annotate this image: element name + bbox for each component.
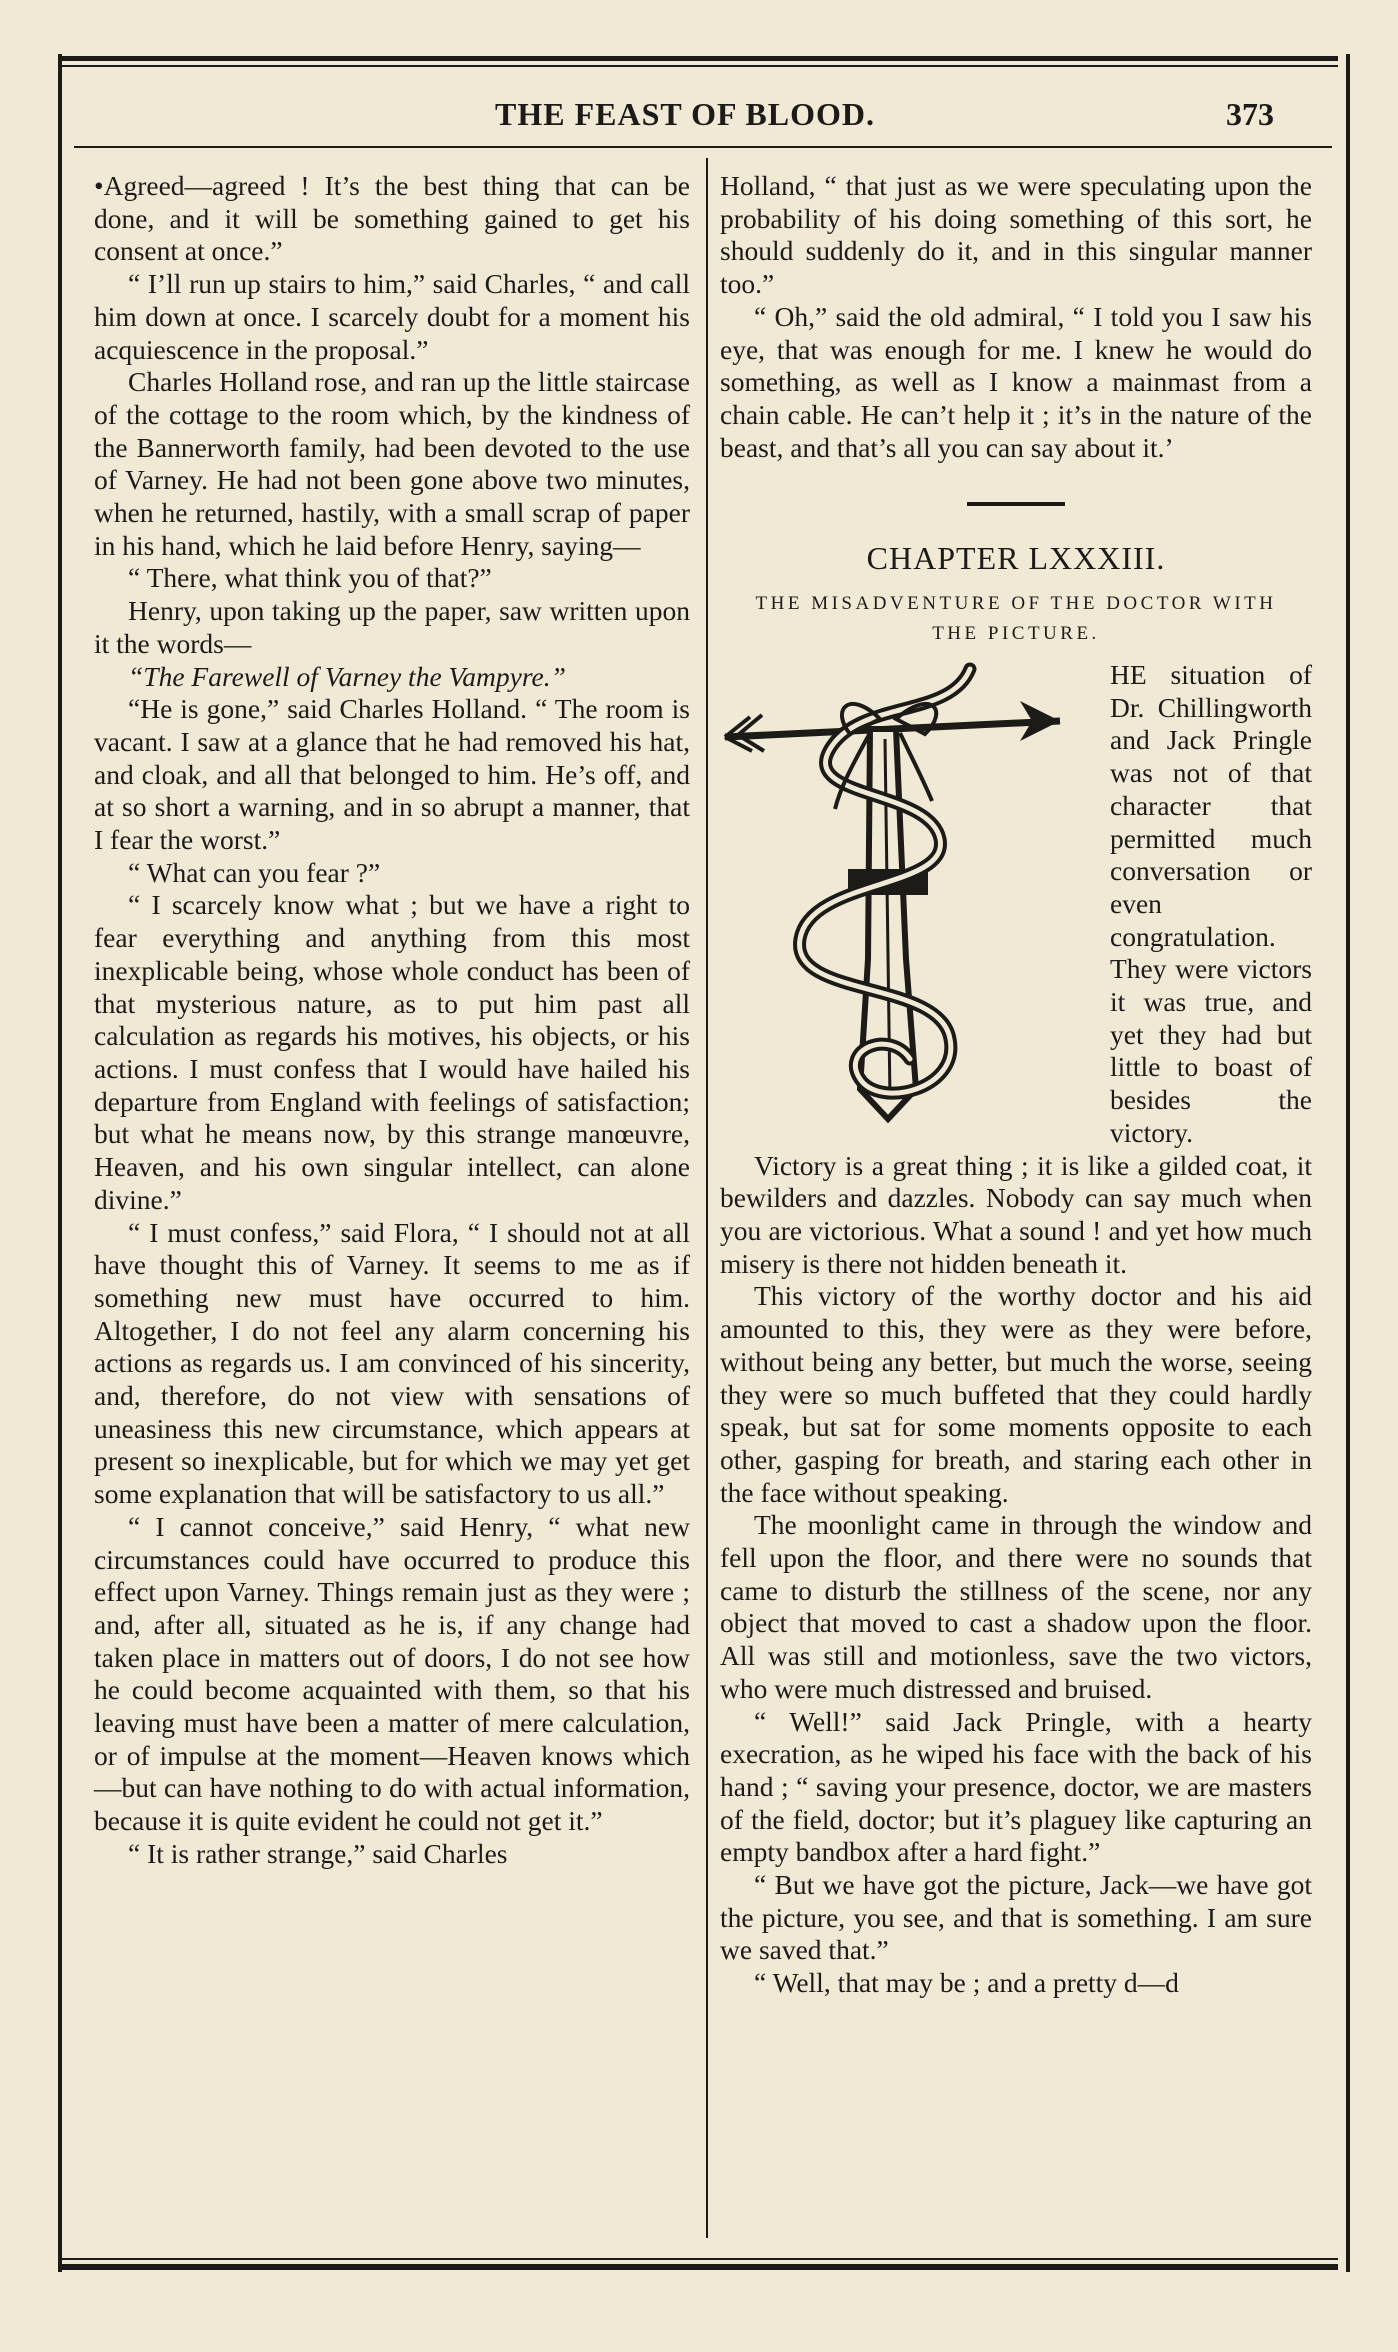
paragraph: Holland, “ that just as we were speculating upon the probability of his doing something of this sort, he should suddenly do it, and in this singular manner too.”	[720, 170, 1312, 300]
chapter-title: CHAPTER LXXXIII.	[866, 540, 1166, 577]
paragraph: “ Well, that may be ; and a pretty d—d	[754, 1967, 1179, 1999]
left-column	[94, 170, 690, 1871]
paragraph: “ I must confess,” said Flora, “ I should not at all have thought this of Varney. It seems to me as if something new must have occurred to him. Altogether, I do not feel any alarm concerning his actions as regards us. I am convinced of his sincerity, and, therefore, do not view with sensations of uneasiness this new circumstance, which appears at present so inexplicable, but for which we may yet get some explanation that will be satisfactory to us all.”	[94, 1216, 690, 1510]
chapter-opening-paragraph: HE situation of Dr. Chillingworth and Jack Pringle was not of that character that permitted much conversation or even congratulation. They were victors it was true, and yet they had but little to boast of besides the victory.	[1110, 659, 1312, 1148]
chapter-subtitle: THE MISADVENTURE OF THE DOCTOR WITH THE PICTURE.	[755, 593, 1277, 645]
paragraph: •Agreed—agreed ! It’s the best thing that can be done, and it will be something gained to get his consent at once.”	[94, 170, 690, 267]
running-title: THE FEAST OF BLOOD.	[495, 96, 875, 132]
column-divider	[706, 158, 708, 2238]
paragraph: “ It is rather strange,” said Charles	[128, 1837, 508, 1869]
chapter-separator	[967, 502, 1065, 506]
header-rule	[74, 146, 1332, 148]
paragraph: Charles Holland rose, and ran up the little staircase of the cottage to the room which, by the kindness of the Bannerworth family, had been devoted to the use of Varney. He had not been gone above two minutes, when he returned, hastily, with a small scrap of paper in his hand, which he laid before Henry, saying—	[94, 366, 690, 561]
paragraph: This victory of the worthy doctor and his aid amounted to this, they were as they were before, without being any better, but much the worse, seeing they were so much buffeted that they could hardly speak, but sat for some moments opposite to each other, gasping for breath, and staring each other in the face without speaking.	[720, 1280, 1312, 1508]
paragraph: “He is gone,” said Charles Holland. “ The room is vacant. I saw at a glance that he had removed his hat, and cloak, and all that belonged to him. He’s off, and at so short a warning, and in so abrupt a manner, that I fear the worst.”	[94, 693, 690, 856]
page-number: 373	[1226, 96, 1274, 132]
bottom-rule-thin	[62, 2258, 1338, 2260]
paragraph: Victory is a great thing ; it is like a gilded coat, it bewilders and dazzles. Nobody can say much when you are victorious. What a sound ! and yet how much misery is there not hidden beneath it.	[720, 1149, 1312, 1279]
farewell-note: “The Farewell of Varney the Vampyre.”	[128, 660, 566, 692]
paragraph: “ But we have got the picture, Jack—we have got the picture, you see, and that is something. I am sure we saved that.”	[720, 1869, 1312, 1966]
paragraph: “ I cannot conceive,” said Henry, “ what new circumstances could have occurred to produce this effect upon Varney. Things remain just as they were ; and, after all, situated as he is, if any change had taken place in matters out of doors, I do not see how he could become acquainted with them, so that his leaving must have been a matter of mere calculation, or of impulse at the moment—Heaven knows which—but can have nothing to do with actual information, because it is quite evident he could not get it.”	[94, 1510, 690, 1837]
ornamental-initial-icon	[720, 659, 1090, 1129]
paragraph: “ Oh,” said the old admiral, “ I told you I saw his eye, that was enough for me. I knew he would do something, as well as I know a mainmast from a chain cable. He can’t help it ; it’s in the nature of the beast, and that’s all you can say about it.’	[720, 300, 1312, 463]
top-rule-thin	[62, 65, 1338, 67]
paragraph: The moonlight came in through the window and fell upon the floor, and there were no sounds that came to disturb the stillness of the scene, nor any object that moved to cast a shadow upon the floor. All was still and motionless, save the two victors, who were much distressed and bruised.	[720, 1509, 1312, 1704]
paragraph: “ What can you fear ?”	[128, 856, 381, 888]
top-rule	[62, 56, 1338, 61]
right-column	[720, 170, 1312, 2000]
paragraph: “ Well!” said Jack Pringle, with a hearty execration, as he wiped his face with the back of his hand ; “ saving your presence, doctor, we are masters of the field, doctor; but it’s plaguey like capturing an empty bandbox after a hard fight.”	[720, 1705, 1312, 1868]
paragraph: Henry, upon taking up the paper, saw written upon it the words—	[94, 595, 690, 659]
paragraph: “ I scarcely know what ; but we have a right to fear everything and anything from this most inexplicable being, whose whole conduct has been of that mysterious nature, as to put him past all calculation as regards his motives, his objects, or his actions. I must confess that I would have hailed his departure from England with feelings of satisfaction; but what he means now, by this strange manœuvre, Heaven, and his own singular intellect, can alone divine.”	[94, 889, 690, 1215]
bottom-rule	[62, 2264, 1338, 2270]
paragraph: “ I’ll run up stairs to him,” said Charles, “ and call him down at once. I scarcely doubt for a moment his acquiescence in the proposal.”	[94, 268, 690, 365]
paragraph: “ There, what think you of that?”	[128, 562, 492, 594]
